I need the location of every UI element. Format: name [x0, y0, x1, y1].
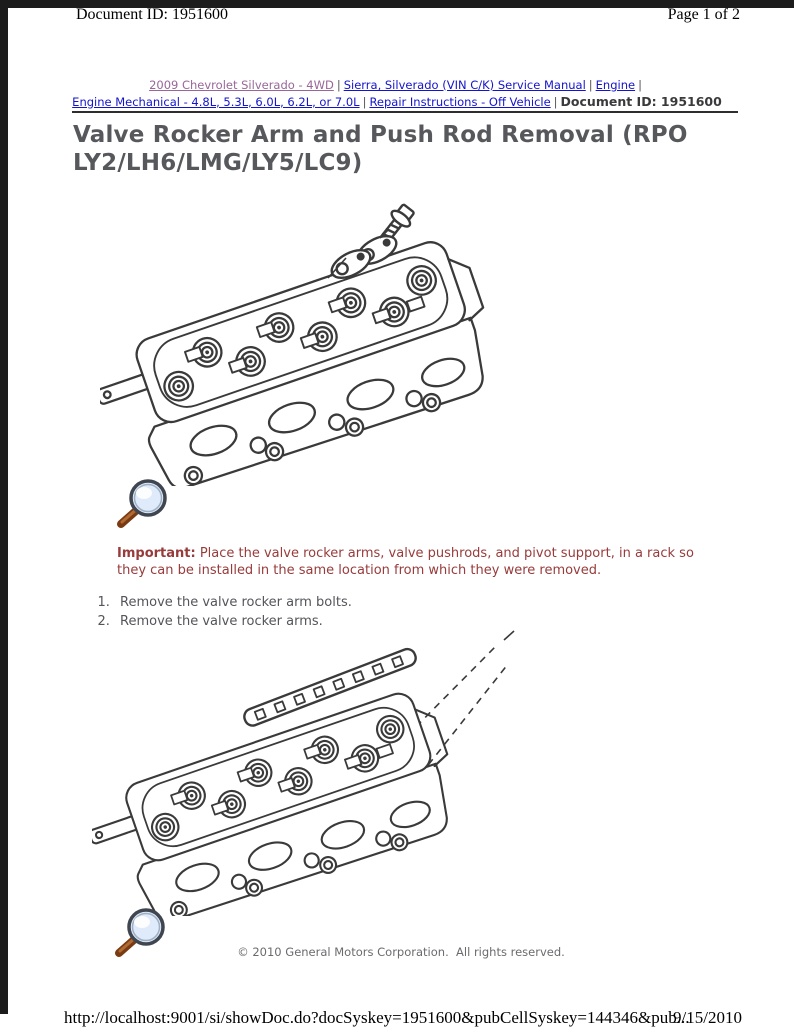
breadcrumb-link-service-manual[interactable]: Sierra, Silverado (VIN C/K) Service Manual: [343, 78, 586, 92]
important-label: Important:: [117, 546, 196, 561]
step-item: 2. Remove the valve rocker arms.: [114, 614, 352, 630]
figure-cylinder-head-pushrod-retainer: [92, 626, 532, 916]
magnifier-zoom-icon[interactable]: [112, 477, 170, 531]
breadcrumb-separator: |: [638, 78, 642, 92]
page-title: Valve Rocker Arm and Push Rod Removal (RPO LY2/LH6/LMG/LY5/LC9): [73, 122, 688, 176]
window-left-edge: [0, 0, 8, 1014]
breadcrumb-line-2: [40, 94, 754, 111]
header-divider: [72, 111, 738, 113]
breadcrumb-separator: |: [362, 94, 367, 109]
breadcrumb-link-engine-mechanical[interactable]: Engine Mechanical - 4.8L, 5.3L, 6.0L, 6.2L, or 7.0L: [72, 94, 360, 109]
print-header-page-number: Page 1 of 2: [667, 6, 740, 23]
breadcrumb: [40, 78, 754, 110]
copyright-notice: © 2010 General Motors Corporation. All rights reserved.: [237, 945, 565, 959]
breadcrumb-link-vehicle[interactable]: 2009 Chevrolet Silverado - 4WD: [149, 78, 334, 92]
important-text: Place the valve rocker arms, valve pushrods, and pivot support, in a rack so they can be installed in the same location from which they were removed.: [117, 546, 694, 578]
important-note: [117, 545, 717, 579]
print-header-document-id: Document ID: 1951600: [76, 6, 228, 23]
breadcrumb-line-1: [40, 78, 754, 94]
breadcrumb-link-repair-instructions[interactable]: Repair Instructions - Off Vehicle: [369, 94, 551, 109]
breadcrumb-separator: |: [553, 94, 558, 109]
step-item: 1. Remove the valve rocker arm bolts.: [114, 595, 352, 611]
print-footer-date: 9/15/2010: [673, 1008, 742, 1027]
breadcrumb-separator: |: [336, 78, 341, 92]
breadcrumb-document-id: Document ID: 1951600: [560, 93, 722, 109]
breadcrumb-separator: |: [588, 78, 593, 92]
breadcrumb-link-engine[interactable]: Engine: [595, 78, 636, 92]
print-footer-url: http://localhost:9001/si/showDoc.do?docSyskey=1951600&pubCellSyskey=144346&pub...: [64, 1008, 690, 1027]
figure-cylinder-head-rocker-arm-exploded: [100, 194, 520, 486]
